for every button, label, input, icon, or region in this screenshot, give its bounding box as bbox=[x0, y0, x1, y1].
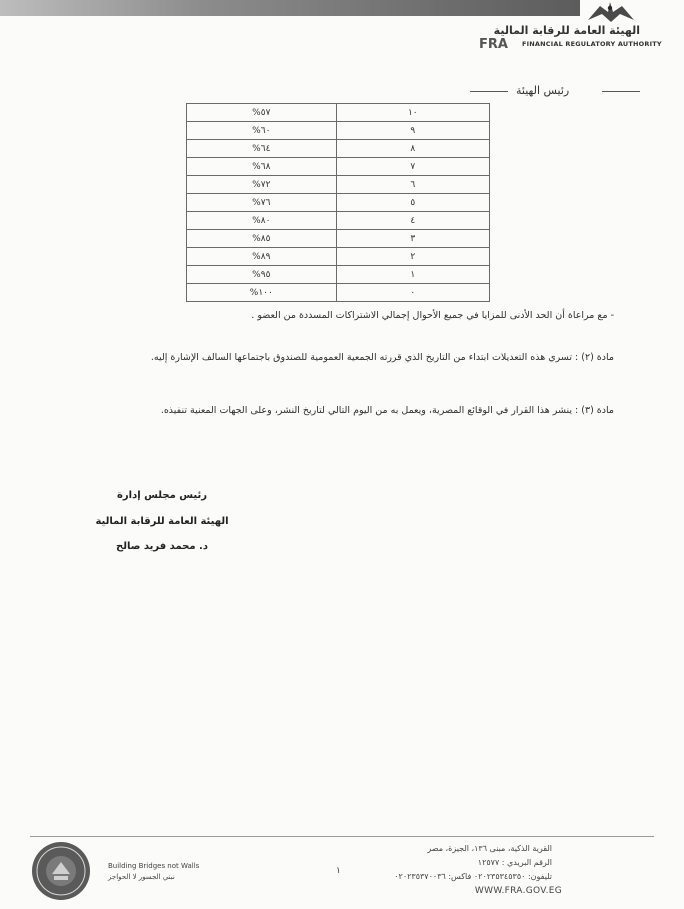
footer-website[interactable]: WWW.FRA.GOV.EG bbox=[474, 886, 562, 896]
count-cell: ٨ bbox=[336, 140, 489, 158]
office-title: رئيس الهيئة bbox=[516, 84, 570, 97]
footer-postal: الرقم البريدي : ١٢٥٧٧ bbox=[477, 858, 552, 867]
count-cell: ٤ bbox=[336, 212, 489, 230]
table-row bbox=[187, 104, 490, 122]
count-cell: ٥ bbox=[336, 194, 489, 212]
table-row bbox=[187, 176, 490, 194]
page-number: ١ bbox=[336, 866, 341, 876]
percentage-cell: %٦٤ bbox=[187, 140, 337, 158]
count-cell: ١٠ bbox=[336, 104, 489, 122]
percentage-cell: %٦٨ bbox=[187, 158, 337, 176]
table-row bbox=[187, 230, 490, 248]
percentage-cell: %٨٩ bbox=[187, 248, 337, 266]
footer-address: القرية الذكية، مبنى ١٣٦، الجيزة، مصر bbox=[427, 844, 552, 853]
percentage-cell: %٦٠ bbox=[187, 122, 337, 140]
footer-phone: تليفون: ٠٢٠٢٣٥٣٤٥٣٥٠ فاكس: ٠٢٠٢٣٥٣٧٠٠٣٦ bbox=[394, 872, 552, 881]
percentage-cell: %٨٥ bbox=[187, 230, 337, 248]
signature-authority: الهيئة العامة للرقابة المالية bbox=[95, 516, 229, 527]
header-top-bar bbox=[0, 0, 580, 16]
title-rule-left bbox=[470, 91, 508, 92]
footer-divider bbox=[30, 836, 654, 837]
authority-name-ar: الهيئة العامة للرقابة المالية bbox=[493, 24, 640, 37]
benefits-percentage-table bbox=[186, 103, 490, 302]
percentage-cell: %١٠٠ bbox=[187, 284, 337, 302]
slogan-en: Building Bridges not Walls bbox=[108, 862, 200, 870]
count-cell: ١ bbox=[336, 266, 489, 284]
percentage-cell: %٧٢ bbox=[187, 176, 337, 194]
fra-logo-icon bbox=[478, 36, 522, 50]
table-row bbox=[187, 194, 490, 212]
fra-logo-text: FRA bbox=[479, 37, 508, 50]
signature-title: رئيس مجلس إدارة bbox=[117, 490, 207, 501]
article-2: مادة (٢) : تسري هذه التعديلات ابتداء من التاريخ الذي قررته الجمعية العمومية للصندوق باجتماعها السالف الإشارة إليه. bbox=[150, 352, 614, 363]
signature-name: د. محمد فريد صالح bbox=[116, 541, 208, 552]
article-3: مادة (٣) : ينشر هذا القرار في الوقائع المصرية، ويعمل به من اليوم التالي لتاريخ النشر، وعلى الجهات المعنية تنفيذه. bbox=[160, 405, 614, 416]
table-row bbox=[187, 158, 490, 176]
table-row bbox=[187, 284, 490, 302]
percentage-cell: %٥٧ bbox=[187, 104, 337, 122]
slogan-ar: نبني الجسور لا الحواجز bbox=[108, 873, 175, 881]
eagle-logo-icon bbox=[580, 0, 640, 26]
count-cell: ٢ bbox=[336, 248, 489, 266]
authority-name-en: FINANCIAL REGULATORY AUTHORITY bbox=[522, 40, 662, 48]
table-row bbox=[187, 212, 490, 230]
minimum-benefit-note: - مع مراعاة أن الحد الأدنى للمزايا في جميع الأحوال إجمالي الاشتراكات المسددة من العضو . bbox=[251, 310, 614, 321]
table-row bbox=[187, 122, 490, 140]
percentage-cell: %٧٦ bbox=[187, 194, 337, 212]
office-title-line bbox=[470, 84, 640, 98]
count-cell: ٣ bbox=[336, 230, 489, 248]
title-rule-right bbox=[602, 91, 640, 92]
percentage-cell: %٨٠ bbox=[187, 212, 337, 230]
table-row bbox=[187, 248, 490, 266]
count-cell: ٦ bbox=[336, 176, 489, 194]
table-row bbox=[187, 140, 490, 158]
seal-emblem-icon bbox=[28, 840, 94, 902]
count-cell: ٠ bbox=[336, 284, 489, 302]
table-row bbox=[187, 266, 490, 284]
percentage-cell: %٩٥ bbox=[187, 266, 337, 284]
count-cell: ٩ bbox=[336, 122, 489, 140]
count-cell: ٧ bbox=[336, 158, 489, 176]
